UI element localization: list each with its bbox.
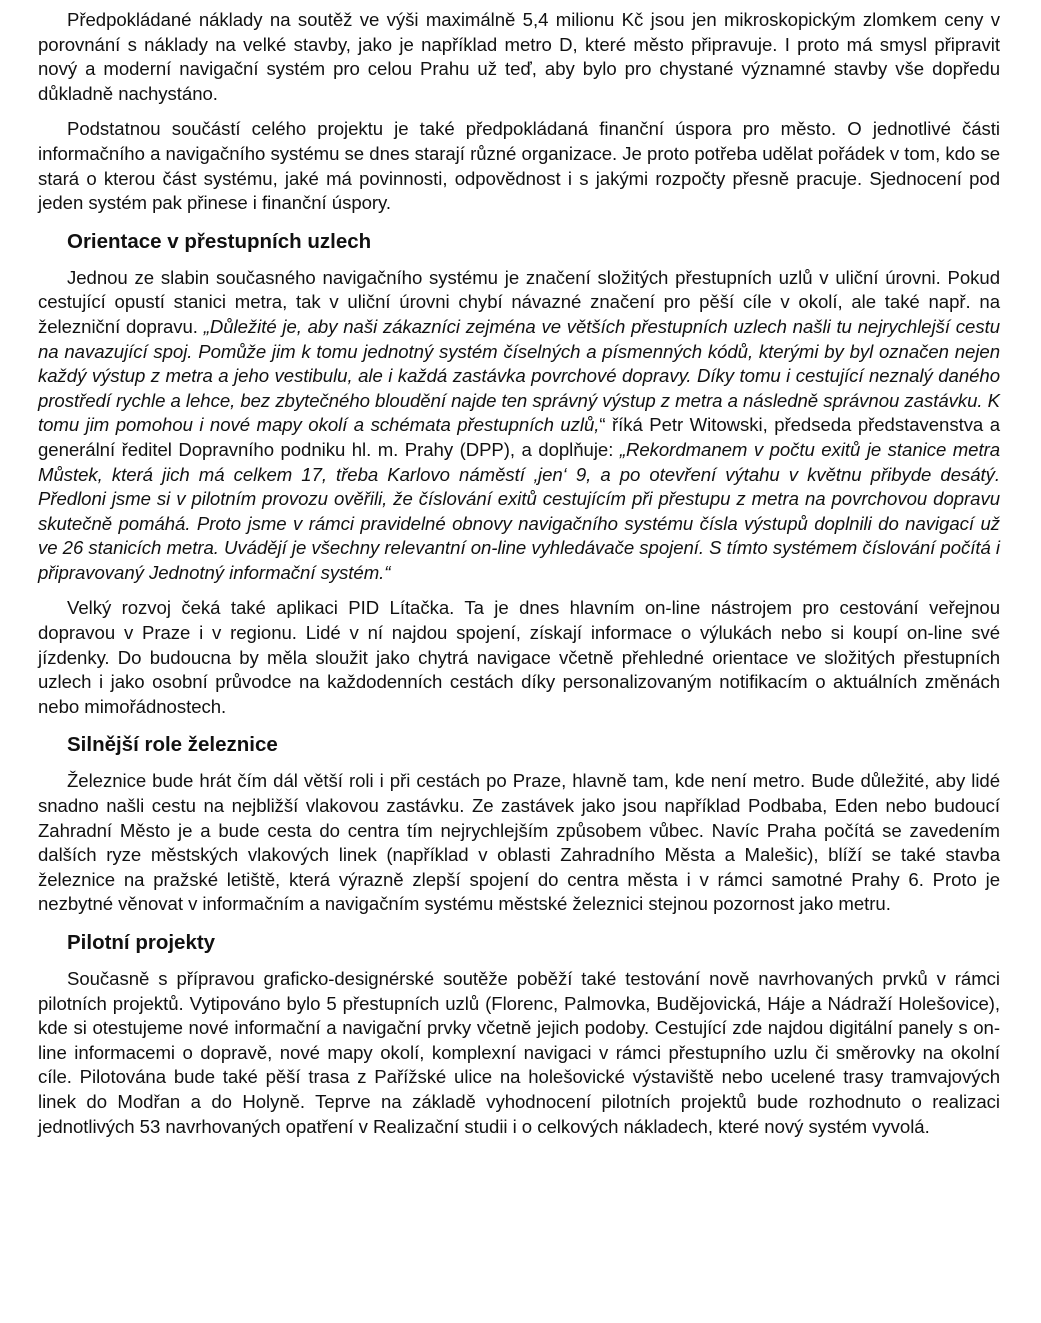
heading-orientation: Orientace v přestupních uzlech [67,229,372,253]
quote-witowski-2: „Rekordmanem v počtu exitů je stanice metra Můstek, která jich má celkem 17, třeba Karlovo náměstí ‚jen‘ 9, a po otevření výtahu v květnu přibyde desátý. Předloni jsme si v pilotním provozu ověřili, že číslování exitů cestujícím při přestupu z metra na povrchovou dopravu skutečně pomáhá. Proto jsme v rámci pravidelné obnovy navigačního systému čísla výstupů doplnili do navigací už ve 26 stanicích metra. Uvádějí je všechny relevantní on-line vyhledávače spojení. S tímto systémem číslování počítá i připravovaný Jednotný informační systém.“ [38,438,1001,583]
paragraph-orientation-quote [38,266,1000,586]
paragraph-litacka: Velký rozvoj čeká také aplikaci PID Lítačka. Ta je dnes hlavním on-line nástrojem pro cestování veřejnou dopravou v Praze i v regionu. Lidé v ní najdou spojení, získají informace o výlukách nebo si koupí on-line své jízdenky. Do budoucna by měla sloužit jako chytrá navigace včetně přehledné orientace ve složitých přestupních uzlech i jako osobní průvodce na každodenních cestách díky personalizovaným notifikacím o aktuálních změnách nebo mimořádnostech. [38,597,1000,717]
paragraph-savings: Podstatnou součástí celého projektu je také předpokládaná finanční úspora pro město. O jednotlivé části informačního a navigačního systému se dnes starají různé organizace. Je proto potřeba udělat pořádek v tom, kdo se stará o kterou část systému, jaké má povinnosti, odpovědnost i s jakými rozpočty přesně pracuje. Sjednocení pod jeden systém pak přinese i finanční úspory. [38,118,1000,214]
paragraph-railway: Železnice bude hrát čím dál větší roli i při cestách po Praze, hlavně tam, kde není metro. Bude důležité, aby lidé snadno našli cestu na nejbližší vlakovou zastávku. Ze zastávek jako jsou například Podbaba, Eden nebo budoucí Zahradní Město je a bude cesta do centra tím nejrychlejším způsobem vůbec. Navíc Praha počítá se zavedením dalších ryze městských vlakových linek (například v oblasti Zahradního Města a Malešic), blíží se také stavba železnice na pražské letiště, která výrazně zlepší spojení do centra města i v rámci samotné Prahy 6. Proto je nezbytné věnovat v informačním a navigačním systému městské železnici stejnou pozornost jako metru. [38,770,1000,915]
heading-pilot-projects: Pilotní projekty [67,931,216,954]
paragraph-cost: Předpokládané náklady na soutěž ve výši maximálně 5,4 milionu Kč jsou jen mikroskopickým zlomkem ceny v porovnání s náklady na velké stavby, jako je například metro D, které město připravuje. I proto má smysl připravit nový a moderní navigační systém pro celou Prahu už teď, aby bylo pro chystané významné stavby vše dopředu důkladně nachystáno. [38,9,1000,104]
paragraph-pilot-projects: Současně s přípravou graficko-designérské soutěže poběží také testování nově navrhovaných prvků v rámci pilotních projektů. Vytipováno bylo 5 přestupních uzlů (Florenc, Palmovka, Budějovická, Háje a Nádraží Holešovice), kde si otestujeme nové informační a navigační prvky včetně jejich podoby. Cestující zde najdou digitální panely s on-line informacemi o dopravě, nové mapy okolí, komplexní navigaci v rámci přestupního uzlu či směrovky na okolní cíle. Pilotována bude také pěší trasa z Pařížské ulice na holešovické výstaviště nebo ucelené trasy tramvajových linek do Modřan a do Holyně. Teprve na základě vyhodnocení pilotních projektů bude rozhodnuto o realizaci jednotlivých 53 navrhovaných opatření v Realizační studii i o celkových nákladech, které nový systém vyvolá. [38,968,1000,1137]
text-attribution: “ říká Petr Witowski, předseda představenstva a generální ředitel Dopravního podniku hl. m. Prahy (DPP), a doplňuje: [38,414,1001,460]
document-page [38,8,1000,1150]
quote-witowski-1: „Důležité je, aby naši zákazníci zejména ve větších přestupních uzlech našli tu nejrychlejší cestu na navazující spoj. Pomůže jim k tomu jednotný systém číselných a písmenných kódů, kterými by byl označen nejen každý výstup z metra a jeho vestibulu, ale i každá zastávka povrchové dopravy. Díky tomu i cestující neznalý daného prostředí rychle a lehce, bez zbytečného bloudění najde ten správný výstup z metra a následně správnou zastávku. K tomu jim pomohou i nové mapy okolí a schémata přestupních uzlů, [38,315,1000,436]
text-lead: Jednou ze slabin současného navigačního systému je značení složitých přestupních uzlů v uliční úrovni. Pokud cestující opustí stanici metra, tak v uliční úrovni chybí návazné značení pro pěší cíle v okolí, ale také např. na železniční dopravu. [38,266,1000,337]
heading-railway: Silnější role železnice [67,733,278,757]
